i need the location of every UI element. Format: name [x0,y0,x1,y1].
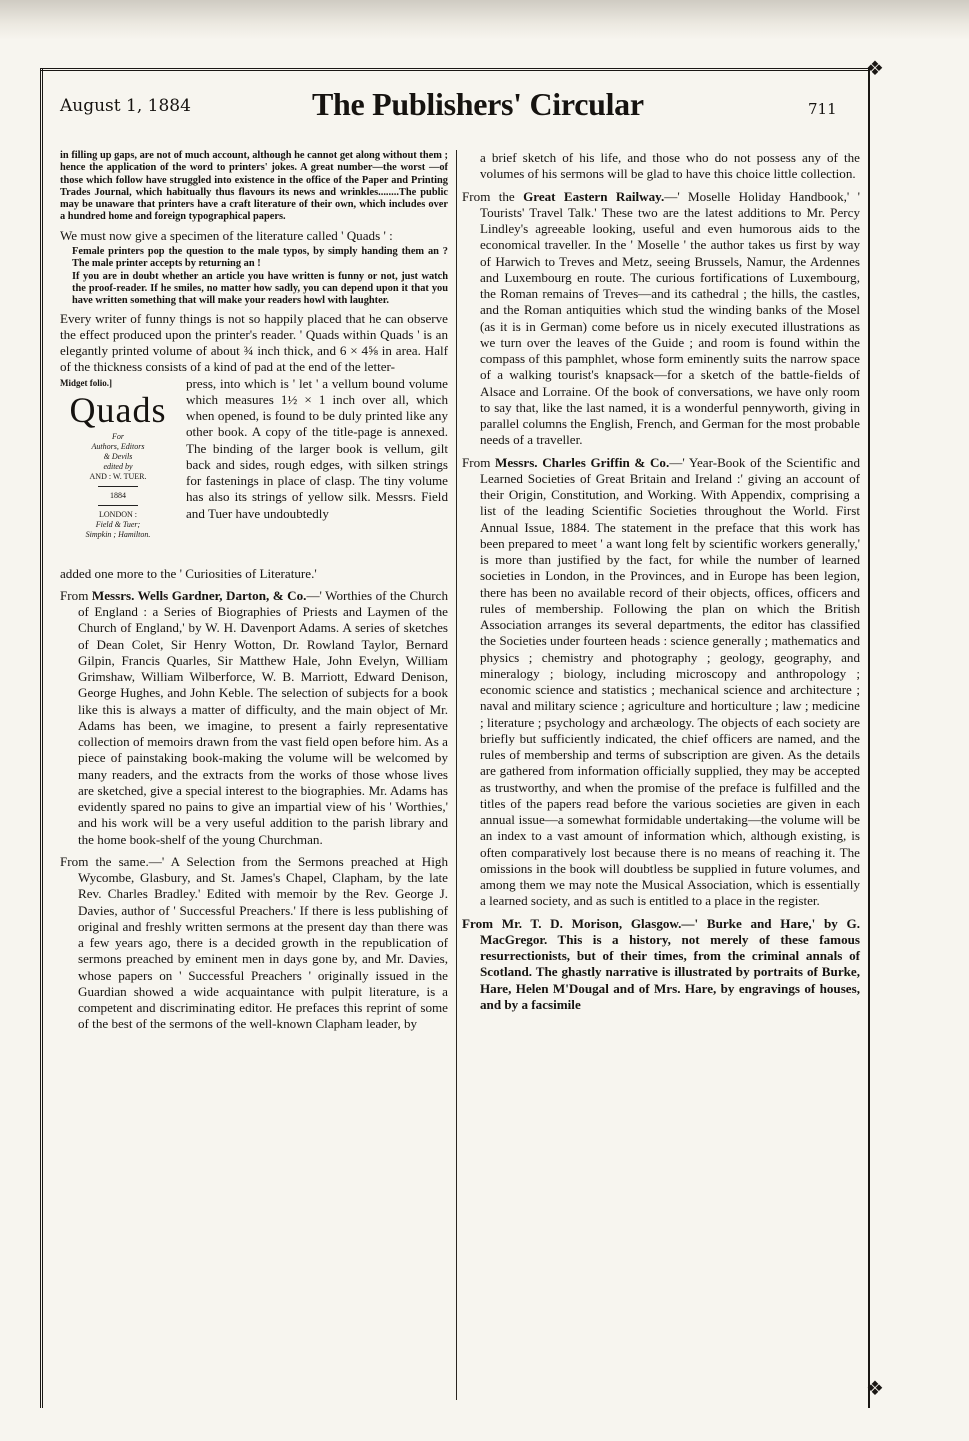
right-column [462,150,860,1013]
issue-date: August 1, 1884 [60,96,191,116]
review-text: —' Burke and Hare,' by G. MacGregor. This is a history, not merely of these famous resurrectionists, but of their times, from the criminal annals of Scotland. The ghastly narrative is illustrated by portraits of Burke, Hare, Helen M'Dougal and of Mrs. Hare, by engravings of houses, and by a facsimile [480,915,860,1012]
inset-label: Midget folio.] [60,377,112,388]
inset-line: LONDON : [99,509,137,519]
from-lead: From [462,915,494,931]
from-lead: From the [462,188,515,204]
title-page-facsimile [60,378,176,540]
review-great-eastern [462,189,860,449]
quoted-joke: Female printers pop the question to the male typos, by simply handing them an ? The male printer accepts by returning an ! [72,246,448,270]
quads-title-page-inset [60,376,448,566]
inset-line: Field & Tuer; [95,519,141,529]
inset-line: Authors, Editors [91,441,145,451]
right-border-rule [868,68,870,1408]
left-column [60,150,448,1033]
review-sermons: From the same.—' A Selection from the Sermons preached at High Wycombe, Glasbury, and St. James's Chapel, Clapham, by the late Rev. Charles Bradley.' Edited with memoir by the Rev. George J. Davies, author of ' Successful Preachers.' If there is less publishing of original and freshly written sermons at the present day than there was a few years ago, there is a decided growth in the republication of sermons preached by eminent men in days gone by, and Mr. Davies, whose papers on ' Successful Preachers ' originally issued in the Guardian showed a wide acquaintance with pulpit literature, is a competent and discriminating editor. He prefaces this reprint of some of the best of the sermons of the well-known Clapham leader, by [60,853,448,1032]
inset-divider [98,486,138,487]
paragraph: Every writer of funny things is not so happily placed that he can observe the effect produced upon the printer's reader. ' Quads within Quads ' is an elegantly printed volume of about ¾ inch thick, and 6 × 4⅝ in area. Half of the thickness consists of a kind of pad at the end of the letter- [60,310,448,375]
corner-ornament-icon: ❖ [866,56,884,80]
top-border-rule [40,68,870,71]
from-lead: From [60,587,89,603]
paragraph: a brief sketch of his life, and those who do not possess any of the volumes of his sermons will be glad to have this choice little collection. [480,150,860,182]
paragraph: in filling up gaps, are not of much account, although he cannot get along without them ; hence the application of the word to printers' jokes. A great number—the worst —of those which follow have struggled into existence in the office of the Paper and Printing Trades Journal, which habitually thus flavours its news and wrinkles........The public may be unaware that printers have a craft literature of their own, which includes over a hundred home and foreign typographical papers. [60,150,448,223]
publisher-name: Messrs. Wells Gardner, Darton, & Co. [91,587,307,603]
inset-title: Quads [69,389,167,430]
inset-line: AND : W. TUER. [89,471,147,481]
review-griffin [462,455,860,910]
review-text: —' Year-Book of the Scientific and Learned Societies of Great Britain and Ireland :' giving an account of their Origin, Constitution, and Working. With Appendix, comprising a list of the leading Scientific Societies throughout the World. First Annual Issue, 1884. The statement in the preface that this work has been prepared to meet ' a want long felt by scientific workers generally,' is more than justified by the fact, for while the number of learned societies in London, in the Provinces, and in Europe has been legion, there has been no available record of their objects, offices, officers and rules of membership. Following the plan on which the British Association arranges its several departments, the editor has classified the Societies under fourteen heads : science generally ; mathematics and physics ; chemistry and photography ; geology, geography, and mineralogy ; biology, including microscopy and anthropology ; economic science and statistics ; mechanical science and architecture ; naval and military science ; agriculture and horticulture ; law ; medicine ; literature ; psychology and archæology. The objects of each society are briefly but sufficiently indicated, the chief officers are named, and the rules of membership and terms of subscription are given. As the details are gathered from information officially supplied, they may be accepted as trustworthy, and when the promise of the preface is fulfilled and the titles of the papers read before the various societies are given in each annual issue—a somewhat formidable undertaking—the volume will be an index to a vast amount of information which, although existing, is often comparatively lost because there is no means of reaching it. The omissions in the book will doubtless be supplied in future volumes, and among them we may note the Musical Association, which is essentially a learned society, and as such is entitled to a place in the register. [480,454,860,909]
inset-line: Simpkin ; Hamilton. [85,529,151,539]
page-edge-shadow [0,0,969,40]
inset-line: For [112,431,124,441]
publisher-name: Messrs. Charles Griffin & Co. [495,454,670,470]
page-number: 711 [808,100,837,118]
column-divider [456,150,457,1400]
inset-divider [98,505,138,506]
publisher-name: Mr. T. D. Morison, Glasgow. [501,915,682,931]
review-text: —' Moselle Holiday Handbook,' ' Tourists' Travel Talk.' These two are the latest additions to Mr. Percy Lindley's agreeable looking, useful and even humorous aids to the economical traveller. In the ' Moselle ' the author takes us first by way of Harwich to Treves and Metz, seeing Brussels, Namur, the Ardennes and Luxembourg en route. The curious fortifications of Luxembourg, the Roman remains of Treves—and its cathedral ; the hills, the castles, and the Roman antiquities which stud the winding banks of the Mosel (as it is in German) come before us in nicely executed illustrations as we turn over the leaves of the Guide ; and room is found within the compass of this pamphlet, whose form eminently suits the narrow space of a walking tourist's knapsack—for a sketch of the battle-fields of Alsace and Lorraine. Of the book of conversations, we have only room to say that, like the last named, it is a wonderful pennyworth, giving in parallel columns the English, French, and German for the most probable needs of a traveller. [480,188,860,448]
publisher-name: Great Eastern Railway. [523,188,665,204]
paragraph: added one more to the ' Curiosities of Literature.' [60,565,317,581]
paragraph: press, into which is ' let ' a vellum bound volume which measures 1½ × 1 inch over all, which when opened, is found to be duly printed like any other book. A copy of the title-page is annexed. The binding of the larger book is vellum, gilt back and sides, rough edges, with silken strings for fastenings in place of clasp. The tiny volume has also its strings of yellow silk. Messrs. Field and Tuer have undoubtedly [186,375,448,521]
review-morison [462,916,860,1014]
inset-line: & Devils [103,451,133,461]
paragraph: We must now give a specimen of the literature called ' Quads ' : [60,227,393,243]
left-border-rule [40,68,43,1408]
quoted-joke: If you are in doubt whether an article you have written is funny or not, just watch the proof-reader. If he smiles, no matter how sadly, you can depend upon it that you have written something that will make your readers howl with laughter. [72,270,448,307]
inset-year: 1884 [110,490,126,500]
from-lead: From [462,454,491,470]
inset-line: edited by [103,461,133,471]
review-wells-gardner [60,588,448,848]
review-text: —' Worthies of the Church of England : a Series of Biographies of Priests and Laymen of the Church of England,' by W. H. Davenport Adams. A series of sketches of Dean Colet, Sir Henry Wotton, Dr. Rowland Taylor, Bernard Gilpin, Francis Quarles, Sir Matthew Hale, John Evelyn, William Grimshaw, William Wilberforce, W. B. Marriott, Edward Denison, George Hughes, and John Keble. The selection of subjects for a book like this is always a matter of difficulty, and the main object of Mr. Adams has been, we imagine, to present a fairly representative collection of memoirs drawn from the vast field open before him. As a piece of painstaking book-making the volume will be welcomed by many readers, and the extracts from the works of those whose lives are sketched, give a special interest to the biographies. Mr. Adams has evidently spared no pains to give an impartial view of his ' Worthies,' and his work will be a very useful addition to the parish library and the home book-shelf of the young Churchman. [78,587,448,847]
corner-ornament-icon: ❖ [866,1376,884,1400]
page-title: The Publishers' Circular [312,86,644,122]
